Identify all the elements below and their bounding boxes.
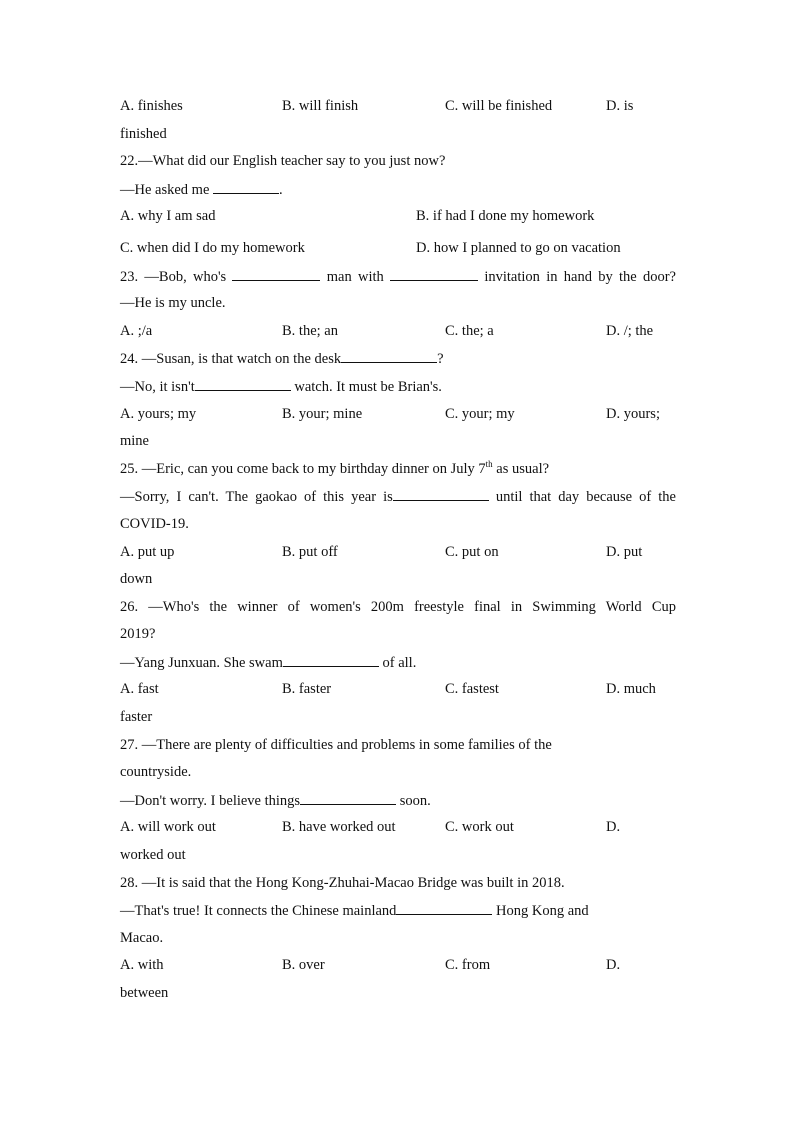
q26-question-cont: 2019? — [120, 626, 156, 643]
q22-option-a: A. why I am sad — [120, 208, 216, 225]
q21-option-c: C. will be finished — [445, 98, 553, 114]
q27-option-c: C. work out — [445, 819, 514, 836]
q22-options-row1 — [120, 205, 676, 233]
q25-options — [120, 541, 676, 569]
q25-answer — [120, 485, 676, 513]
q23-options — [120, 320, 676, 348]
q24-answer — [120, 375, 676, 403]
q28-answer-text: —That's true! It connects the Chinese mainland — [120, 903, 397, 920]
q26-options — [120, 678, 676, 706]
q26-option-b: B. faster — [282, 681, 332, 698]
q26-blank — [283, 651, 379, 667]
q23-question — [120, 265, 676, 293]
q23-answer: —He is my uncle. — [120, 295, 226, 312]
q24-option-d-wrap: mine — [120, 433, 149, 450]
q21-option-d-wrap: finished — [120, 125, 167, 142]
q27-option-b: B. have worked out — [282, 819, 396, 836]
q28-answer-cont: Macao. — [120, 929, 164, 946]
q22-answer-line — [120, 178, 676, 206]
q22-option-c: C. when did I do my homework — [120, 239, 305, 256]
q27-question: 27. —There are plenty of difficulties and problems in some families of the — [120, 736, 552, 753]
q27-question-cont: countryside. — [120, 764, 192, 781]
q22-answer-end: . — [279, 181, 283, 198]
q23-question-mid: man with — [326, 268, 391, 285]
q25-question — [120, 458, 676, 486]
q27-options — [120, 816, 676, 844]
q28-option-d: D. — [606, 957, 621, 974]
q23-option-d: D. /; the — [606, 322, 654, 339]
q28-option-d-wrap: between — [120, 985, 169, 1001]
q24-option-b: B. your; mine — [282, 405, 363, 422]
q23-blank-2 — [390, 265, 478, 281]
q28-option-a: A. with — [120, 957, 164, 974]
q27-option-d: D. — [606, 819, 621, 836]
q21-option-b: B. will finish — [282, 98, 359, 114]
q26-option-c: C. fastest — [445, 681, 499, 698]
q22-question: 22.—What did our English teacher say to you just now? — [120, 153, 446, 170]
q27-option-d-wrap: worked out — [120, 847, 186, 864]
q28-answer-end: Hong Kong and — [492, 903, 589, 920]
q27-option-a: A. will work out — [120, 819, 216, 836]
q24-answer-end: watch. It must be Brian's. — [290, 378, 442, 395]
q23-option-a: A. ;/a — [120, 322, 153, 339]
q26-option-d-wrap: faster — [120, 709, 153, 726]
q23-question-end: invitation in hand by the door? — [484, 268, 676, 285]
q24-blank-1 — [341, 347, 437, 363]
q24-option-c: C. your; my — [445, 405, 515, 422]
q25-option-d: D. put — [606, 543, 643, 560]
q22-option-d: D. how I planned to go on vacation — [416, 239, 621, 256]
q24-option-a: A. yours; my — [120, 405, 197, 422]
q25-superscript: th — [485, 458, 493, 469]
q25-question-text: 25. —Eric, can you come back to my birthday dinner on July 7 — [120, 460, 486, 477]
q25-option-a: A. put up — [120, 543, 175, 560]
q26-answer — [120, 651, 676, 679]
q25-answer-text: —Sorry, I can't. The gaokao of this year is — [120, 489, 393, 506]
q24-option-d: D. yours; — [606, 405, 660, 422]
q22-blank — [213, 178, 279, 194]
q27-answer — [120, 789, 676, 817]
q25-answer-cont: COVID-19. — [120, 515, 189, 532]
q23-question-text: 23. —Bob, who's — [120, 268, 227, 285]
q22-options-row2 — [120, 237, 676, 265]
q25-blank — [393, 485, 489, 501]
q26-option-d: D. much — [606, 681, 656, 698]
q25-answer-end: until that day because of the — [495, 489, 676, 506]
q27-blank — [300, 789, 396, 805]
q28-option-c: C. from — [445, 957, 491, 974]
q24-question — [120, 347, 676, 375]
q27-answer-text: —Don't worry. I believe things — [120, 792, 301, 809]
q26-answer-text: —Yang Junxuan. She swam — [120, 654, 283, 671]
q24-options — [120, 403, 676, 431]
q27-answer-end: soon. — [396, 792, 431, 809]
q24-answer-text: —No, it isn't — [120, 378, 195, 395]
q22-option-b: B. if had I done my homework — [416, 208, 595, 225]
q21-option-a: A. finishes — [120, 98, 183, 114]
q23-option-b: B. the; an — [282, 322, 338, 339]
q21-option-d: D. is — [606, 98, 634, 114]
q24-question-text: 24. —Susan, is that watch on the desk — [120, 351, 342, 368]
q25-option-b: B. put off — [282, 543, 338, 560]
question-list — [120, 95, 676, 1010]
q28-question: 28. —It is said that the Hong Kong-Zhuhai-Macao Bridge was built in 2018. — [120, 874, 565, 891]
q25-option-c: C. put on — [445, 543, 499, 560]
q28-blank — [396, 899, 492, 915]
q25-option-d-wrap: down — [120, 571, 153, 588]
q24-blank-2 — [195, 375, 291, 391]
q23-blank-1 — [232, 265, 320, 281]
q26-option-a: A. fast — [120, 681, 159, 698]
q28-answer — [120, 899, 676, 927]
q23-option-c: C. the; a — [445, 322, 494, 339]
q21-options — [120, 95, 676, 123]
q26-answer-end: of all. — [378, 654, 417, 671]
q25-question-end: as usual? — [492, 460, 550, 477]
q26-question: 26. —Who's the winner of women's 200m freestyle final in Swimming World Cup — [120, 598, 676, 615]
q22-answer-text: —He asked me — [120, 181, 214, 198]
q24-question-end: ? — [437, 351, 444, 368]
q28-options — [120, 954, 676, 982]
q28-option-b: B. over — [282, 957, 325, 974]
